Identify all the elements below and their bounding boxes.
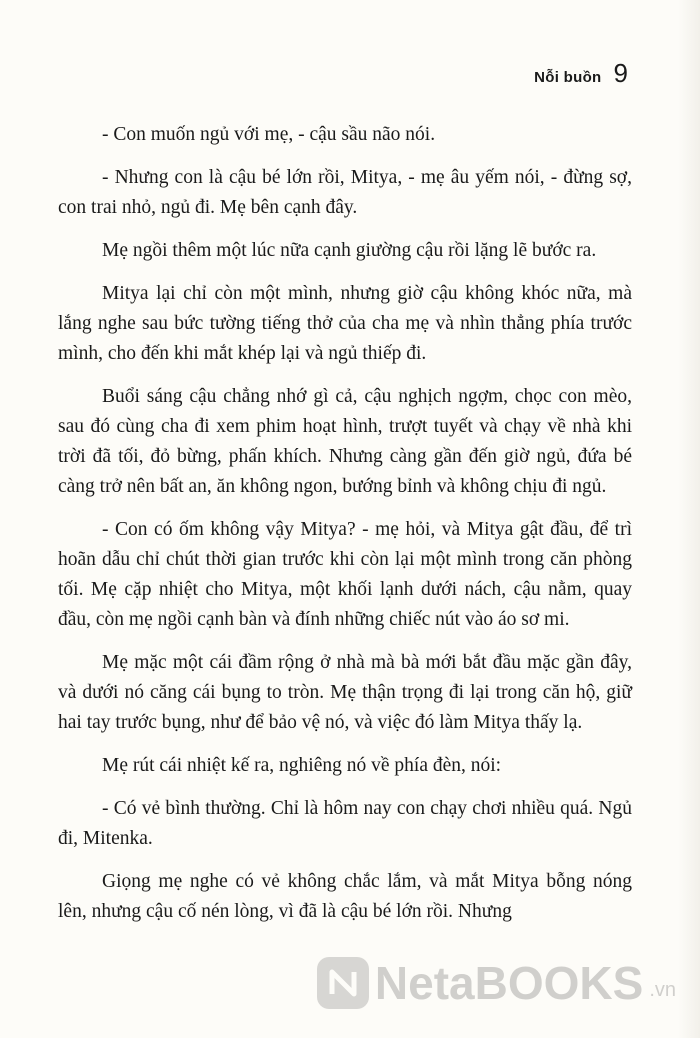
watermark — [317, 956, 676, 1010]
paragraph: Mẹ rút cái nhiệt kế ra, nghiêng nó về phía đèn, nói: — [102, 755, 502, 776]
paragraph: Mitya lại chỉ còn một mình, nhưng giờ cậu không khóc nữa, mà lắng nghe sau bức tường tiếng thở của cha mẹ và nhìn thẳng phía trước mình, cho đến khi mắt khép lại và ngủ thiếp đi. — [58, 283, 632, 364]
paragraph: - Con muốn ngủ với mẹ, - cậu sầu não nói. — [102, 124, 436, 145]
watermark-suffix: .vn — [649, 979, 676, 1001]
paragraph: - Có vẻ bình thường. Chỉ là hôm nay con chạy chơi nhiều quá. Ngủ đi, Mitenka. — [58, 798, 632, 849]
chapter-title: Nỗi buồn — [534, 69, 602, 86]
paragraph: - Nhưng con là cậu bé lớn rồi, Mitya, - mẹ âu yếm nói, - đừng sợ, con trai nhỏ, ngủ đi. Mẹ bên cạnh đây. — [58, 167, 632, 218]
watermark-text: NetaBOOKS — [374, 957, 644, 1009]
page-number: 9 — [613, 58, 628, 88]
page-edge — [678, 0, 700, 1038]
paragraph: Giọng mẹ nghe có vẻ không chắc lắm, và mắt Mitya bỗng nóng lên, nhưng cậu cố nén lòng, vì đã là cậu bé lớn rồi. Nhưng — [58, 871, 632, 922]
paragraph: Mẹ mặc một cái đầm rộng ở nhà mà bà mới bắt đầu mặc gần đây, và dưới nó căng cái bụng to tròn. Mẹ thận trọng đi lại trong căn hộ, giữ hai tay trước bụng, như để bảo vệ nó, và việc đó làm Mitya thấy lạ. — [58, 652, 632, 733]
running-header — [534, 58, 628, 89]
netabooks-logo-icon — [317, 957, 369, 1009]
paragraph: Buổi sáng cậu chẳng nhớ gì cả, cậu nghịch ngợm, chọc con mèo, sau đó cùng cha đi xem phim hoạt hình, trượt tuyết và chạy về nhà khi trời đã tối, đỏ bừng, phấn khích. Nhưng càng gần đến giờ ngủ, đứa bé càng trở nên bất an, ăn không ngon, bướng bỉnh và không chịu đi ngủ. — [58, 386, 632, 497]
paragraph: - Con có ốm không vậy Mitya? - mẹ hỏi, và Mitya gật đầu, để trì hoãn dẫu chỉ chút thời gian trước khi còn lại một mình trong căn phòng tối. Mẹ cặp nhiệt cho Mitya, một khối lạnh dưới nách, cậu nằm, quay đầu, còn mẹ ngồi cạnh bàn và đính những chiếc nút vào áo sơ mi. — [58, 519, 632, 630]
body-text — [58, 120, 632, 940]
paragraph: Mẹ ngồi thêm một lúc nữa cạnh giường cậu rồi lặng lẽ bước ra. — [102, 240, 597, 261]
